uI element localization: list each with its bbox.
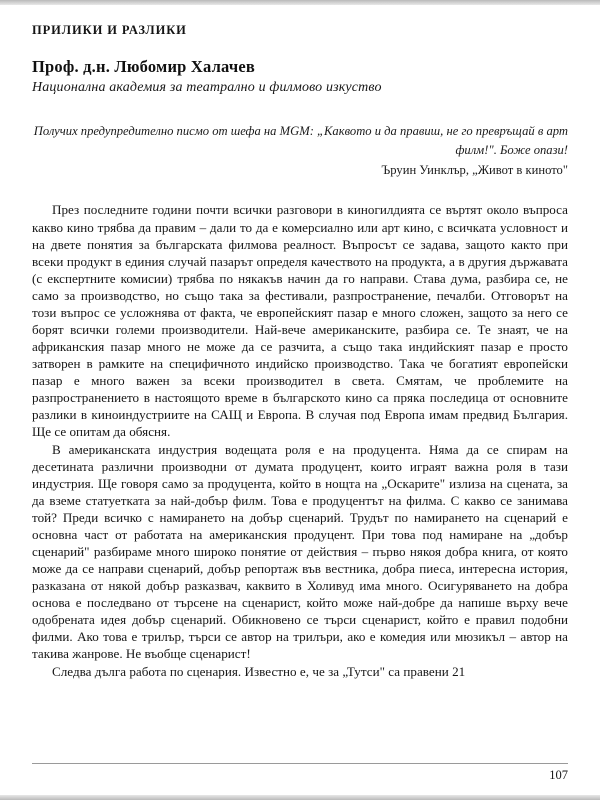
body-paragraph: Следва дълга работа по сценария. Известно е, че за „Тутси" са правени 21 <box>52 663 466 679</box>
epigraph-source: Ъруин Уинклър, „Живот в киното" <box>381 163 568 178</box>
running-head: ПРИЛИКИ И РАЗЛИКИ <box>32 23 187 37</box>
page-content <box>32 5 568 680</box>
body-paragraph: През последните години почти всички разговори в киногилдията се въртят около въпроса какво кино трябва да правим – дали то да е комерсиално или арт кино, с всичката условност и на двете понятия за българската филмова реалност. Въпросът се задава, защото както при всеки продукт в единия случай пазарът определя качеството на продукта, а в другия държавата (с експертните комисии) трябва по някакъв начин да го направи. Става дума, разбира се, не само за производство, но също така за фестивали, разпространение, печалби. Отговорът на този въпрос се усложнява от факта, че европейският пазар е много сложен, защото за него се борят всички големи производители. Най-вече американските, разбира се. Те знаят, че на африканския пазар много не може да се разчита, а също така индийският пазар е просто затворен в рамките на специфичното индийско производство. Така че богатият европейски пазар е много важен за всеки производител в света. Смятам, че проблемите на разпространението в настоящото време в българското кино са пряка последица от основните разлики в киноиндустриите на САЩ и Европа. В случая под Европа имам предвид България. Ще се опитам да обясня. <box>32 202 568 440</box>
footer-divider <box>32 763 568 764</box>
page-number: 107 <box>549 768 568 782</box>
page-footer <box>32 763 568 783</box>
epigraph-quote: Получих предупредително писмо от шефа на MGM: „Каквото и да правиш, не го превръщай в арт филм!". Боже опази! <box>33 124 568 158</box>
scan-edge-bar-bottom <box>0 795 600 800</box>
epigraph <box>32 122 568 180</box>
body-paragraph: В американската индустрия водещата роля е на продуцента. Няма да се спирам на десетината различни производни от думата продуцент, които играят важна роля в тази индустрия. Ще говоря само за продуцента, който в нощта на „Оскарите" излиза на сцената, за да вземе статуетката за най-добър филм. Това е продуцентът на филма. С какво се занимава той? Преди всичко с намирането на добър сценарий. Трудът по намирането на сценарий е основна част от работата на американския продуцент. При това под намиране на „добър сценарий" разбираме много широко понятие от действия – първо някоя добра книга, от която може да се направи сценарий, добър репортаж във вестника, добра пиеса, интересна история, разказана от някой добър разказвач, каквито в Холивуд има много. Осигуряването на добра основа е последвано от търсене на сценарист, който може най-добре да напише върху вече одобрената идея добър сценарий. Обикновено се търси сценарист, който е правил подобни филми. Ако това е трилър, търси се автор на трилъри, ако е комедия или мюзикъл – автор на такива жанрове. Не въобще сценарист! <box>32 441 568 662</box>
document-page <box>0 5 600 795</box>
author-name: Проф. д.н. Любомир Халачев <box>32 57 255 76</box>
author-affiliation: Национална академия за театрално и филмово изкуство <box>32 80 382 95</box>
body-text <box>32 201 568 679</box>
